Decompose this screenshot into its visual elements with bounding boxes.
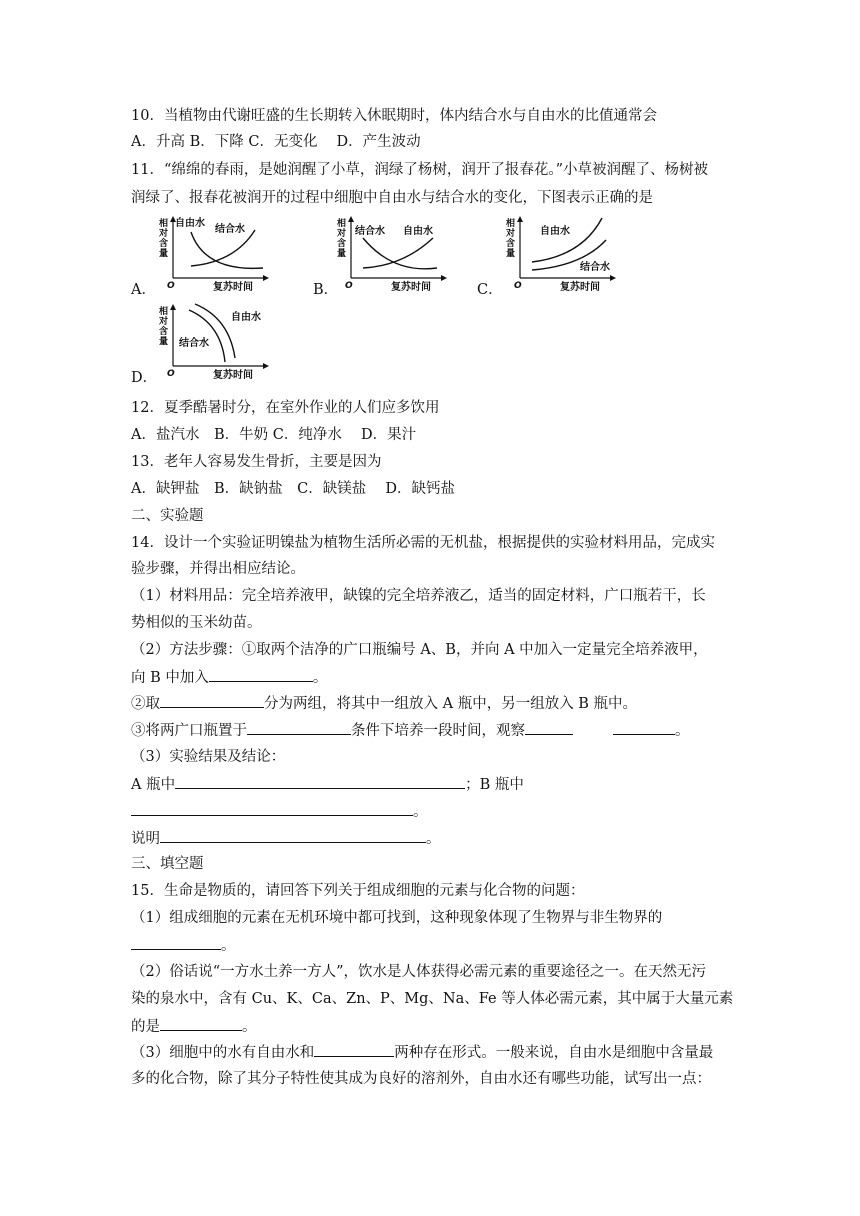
q11-graph-b-ylabel-4: 量	[337, 249, 347, 259]
q14-method-line2	[131, 667, 327, 688]
q11-stem-line1: 11．“绵绵的春雨，是她润醒了小草，润绿了杨树，润开了报春花。”小草被润醒了、杨树被	[131, 162, 709, 178]
q14-materials-line1: （1）材料用品：完全培养液甲，缺镍的完全培养液乙，适当的固定材料，广口瓶若干，长	[131, 588, 706, 604]
q12-stem: 12．夏季酷暑时分，在室外作业的人们应多饮用	[131, 400, 440, 416]
q11-graph-d-ylabel-1: 相	[159, 307, 169, 317]
q11-graph-a	[155, 212, 275, 294]
q11-graph-a-origin: O	[167, 281, 175, 291]
q14-method-line1: （2）方法步骤：①取两个洁净的广口瓶编号 A、B，并向 A 中加入一定量完全培养液甲，	[131, 642, 708, 658]
q11-graph-c-xlabel: 复苏时间	[560, 282, 600, 293]
answer-blank[interactable]	[131, 801, 413, 816]
q14-results-title: （3）实验结果及结论：	[131, 749, 286, 765]
q13-stem: 13．老年人容易发生骨折，主要是因为	[131, 454, 382, 470]
q14-step3-middle: 条件下培养一段时间，观察	[351, 723, 525, 739]
q14-materials-line2: 势相似的玉米幼苗。	[131, 615, 262, 631]
q11-graph-a-ylabel-3: 含	[159, 239, 169, 249]
q11-graph-c-series-free: 自由水	[540, 226, 570, 237]
section-experiment-title: 二、实验题	[131, 508, 204, 524]
q15-part3-line1-suffix: 两种存在形式。一般来说，自由水是细胞中含量最	[394, 1045, 714, 1061]
q15-part1-line2	[131, 935, 236, 956]
q11-graph-d-series-bound: 结合水	[179, 338, 209, 349]
answer-blank[interactable]	[613, 720, 675, 735]
q11-graph-b-ylabel-1: 相	[337, 219, 347, 229]
q14-step3-prefix: ③将两广口瓶置于	[131, 723, 247, 739]
answer-blank[interactable]	[160, 693, 264, 708]
q14-result-a-prefix: A 瓶中	[131, 777, 176, 793]
q15-part3-line2: 多的化合物，除了其分子特性使其成为良好的溶剂外，自由水还有哪些功能，试写出一点：	[131, 1071, 711, 1087]
q14-step3	[131, 720, 690, 741]
q11-option-d-label: D．	[131, 370, 158, 386]
q11-graph-a-series-bound: 结合水	[215, 224, 245, 235]
q11-graph-a-series-free: 自由水	[175, 218, 205, 229]
q14-result-b-line	[131, 801, 428, 822]
answer-blank[interactable]	[160, 828, 426, 843]
q15-part1-suffix: 。	[221, 938, 236, 954]
q11-graph-c-ylabel-3: 含	[506, 239, 516, 249]
q11-graph-c	[502, 212, 622, 294]
answer-blank[interactable]	[131, 935, 221, 950]
q11-graph-d	[155, 300, 275, 382]
q11-graph-a-ylabel-1: 相	[159, 219, 169, 229]
q15-stem: 15．生命是物质的，请回答下列关于组成细胞的元素与化合物的问题：	[131, 883, 585, 899]
answer-blank[interactable]	[247, 720, 351, 735]
q15-part2-line2: 染的泉水中，含有 Cu、K、Ca、Zn、P、Mg、Na、Fe 等人体必需元素，其中属于大量元素	[131, 991, 734, 1007]
q11-graph-b-ylabel-3: 含	[337, 239, 347, 249]
q14-result-b-suffix: 。	[413, 804, 428, 820]
q11-graph-d-series-free: 自由水	[231, 312, 261, 323]
q14-stem-line2: 验步骤，并得出相应结论。	[131, 561, 305, 577]
q11-graph-c-series-bound: 结合水	[580, 262, 610, 273]
answer-blank[interactable]	[525, 720, 573, 735]
q11-graph-a-ylabel-4: 量	[159, 249, 169, 259]
q15-part2-line1: （2）俗话说“一方水土养一方人”，饮水是人体获得必需元素的重要途径之一。在天然无污	[131, 964, 707, 980]
q11-graph-c-ylabel-1: 相	[506, 219, 516, 229]
q11-graph-d-ylabel-4: 量	[159, 337, 169, 347]
q12-options: A．盐汽水 B．牛奶 C．纯净水 D．果汁	[131, 427, 417, 443]
q13-options: A．缺钾盐 B．缺钠盐 C．缺镁盐 D．缺钙盐	[131, 481, 455, 497]
q11-graph-d-ylabel-3: 含	[159, 327, 169, 337]
q14-step2	[131, 693, 637, 714]
q10-options: A．升高 B．下降 C．无变化 D．产生波动	[131, 134, 421, 150]
section-fill-in-title: 三、填空题	[131, 856, 204, 872]
q11-graph-c-ylabel-4: 量	[506, 249, 516, 259]
q14-method-line2-prefix: 向 B 中加入	[131, 670, 209, 686]
answer-blank[interactable]	[160, 1016, 242, 1031]
q14-result-a	[131, 774, 524, 795]
q14-conclusion-suffix: 。	[426, 831, 441, 847]
q11-graph-b-origin: O	[345, 281, 353, 291]
q15-part3-line1-prefix: （3）细胞中的水有自由水和	[131, 1045, 315, 1061]
q11-graph-c-ylabel-2: 对	[506, 229, 516, 239]
q15-part3-line1	[131, 1042, 713, 1063]
q15-part1-line1: （1）组成细胞的元素在无机环境中都可找到，这种现象体现了生物界与非生物界的	[131, 910, 663, 926]
q14-conclusion-prefix: 说明	[131, 831, 160, 847]
q11-graph-b	[333, 212, 453, 294]
q11-graph-b-xlabel: 复苏时间	[391, 282, 431, 293]
q14-stem-line1: 14．设计一个实验证明镍盐为植物生活所必需的无机盐，根据提供的实验材料用品，完成实	[131, 535, 715, 551]
q11-option-a-label: A．	[131, 282, 156, 298]
answer-blank[interactable]	[314, 1042, 394, 1057]
q14-step3-suffix: 。	[675, 723, 690, 739]
q11-graph-b-series-free: 自由水	[403, 226, 433, 237]
answer-blank[interactable]	[175, 774, 465, 789]
q11-option-c-label: C．	[477, 282, 503, 298]
q15-part2-line3-prefix: 的是	[131, 1019, 160, 1035]
q11-graph-d-ylabel-2: 对	[159, 317, 169, 327]
q11-graph-a-ylabel-2: 对	[159, 229, 169, 239]
q14-conclusion	[131, 828, 441, 849]
q11-graph-a-xlabel: 复苏时间	[213, 282, 253, 293]
q10-stem: 10．当植物由代谢旺盛的生长期转入休眠期时，体内结合水与自由水的比值通常会	[131, 108, 657, 124]
answer-blank[interactable]	[209, 667, 313, 682]
q11-graph-d-origin: O	[167, 369, 175, 379]
q11-graph-c-origin: O	[514, 281, 522, 291]
q11-stem-line2: 润绿了、报春花被润开的过程中细胞中自由水与结合水的变化，下图表示正确的是	[131, 190, 653, 206]
q15-part2-line3-suffix: 。	[242, 1019, 257, 1035]
q14-step2-suffix: 分为两组，将其中一组放入 A 瓶中，另一组放入 B 瓶中。	[264, 696, 638, 712]
q14-step2-prefix: ②取	[131, 696, 160, 712]
q11-graph-d-xlabel: 复苏时间	[213, 370, 253, 381]
q11-option-b-label: B．	[313, 282, 339, 298]
q11-graph-b-ylabel-2: 对	[337, 229, 347, 239]
q14-method-line2-suffix: 。	[312, 670, 328, 686]
q15-part2-line3	[131, 1016, 257, 1037]
q14-result-b-prefix: ；B 瓶中	[465, 777, 524, 793]
q11-graph-b-series-bound: 结合水	[355, 226, 385, 237]
